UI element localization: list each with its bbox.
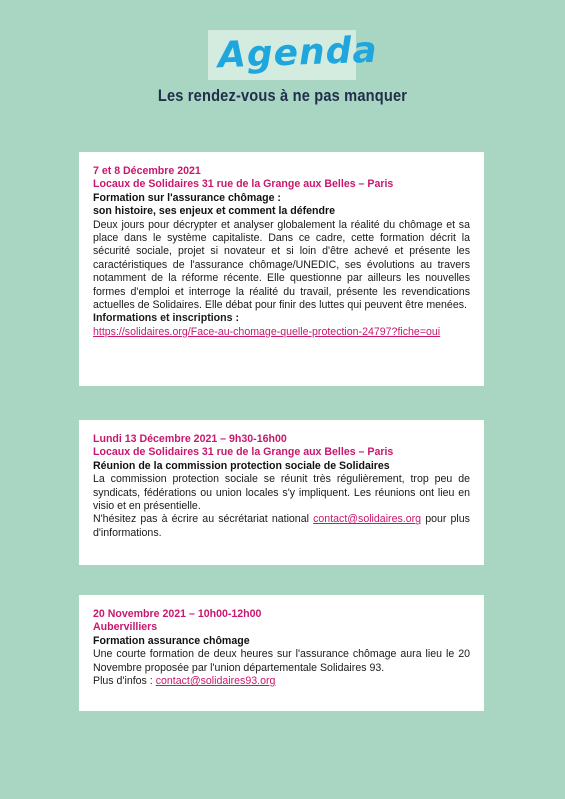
event-contact xyxy=(93,675,470,688)
event-title: Formation sur l'assurance chômage : xyxy=(93,191,281,204)
page-header xyxy=(0,0,565,130)
contact-prefix: N'hésitez pas à écrire au sécrétariat national xyxy=(93,513,309,526)
event-place: Locaux de Solidaires 31 rue de la Grange aux Belles – Paris xyxy=(93,178,394,191)
event-title-line2: son histoire, ses enjeux et comment la défendre xyxy=(93,205,335,218)
contact-prefix: Plus d'infos : xyxy=(93,675,153,688)
event-card-3 xyxy=(79,595,484,711)
event-place: Locaux de Solidaires 31 rue de la Grange aux Belles – Paris xyxy=(93,446,394,459)
contact-email-link[interactable]: contact@solidaires93.org xyxy=(155,675,276,688)
event-card-1 xyxy=(79,152,484,386)
event-date: Lundi 13 Décembre 2021 – 9h30-16h00 xyxy=(93,433,287,445)
event-card-2 xyxy=(79,420,484,565)
agenda-title: Agenda xyxy=(217,29,379,77)
event-description: La commission protection sociale se réunit très régulièrement, trop peu de syndicats, fédérations ou union locales s'y impliquent. Les réunions ont lieu en visio et en présentielle. xyxy=(93,473,470,513)
page-subtitle: Les rendez-vous à ne pas manquer xyxy=(157,86,408,105)
event-description: Une courte formation de deux heures sur l'assurance chômage aura lieu le 20 Novembre proposée par l'union départementale Solidaires 93. xyxy=(93,648,470,674)
event-contact xyxy=(93,513,470,540)
event-date: 20 Novembre 2021 – 10h00-12h00 xyxy=(93,608,262,620)
event-link[interactable]: https://solidaires.org/Face-au-chomage-quelle-protection-24797?fiche=oui xyxy=(93,325,441,338)
event-description: Deux jours pour décrypter et analyser globalement la réalité du chômage et sa place dans le système capitaliste. Dans ce cadre, cette formation décrit la sécurité sociale, projet si novateur et si loin d'être achevé et présente les caractéristiques de l'assurance chômage/UNEDIC, ses évolutions au travers notamment de la réforme récente. Elle questionne par ailleurs les nouvelles formes d'emploi et interroge la réalité du travail, présente les revendications actuelles de Solidaires. Elle débat pour finir des luttes qui peuvent être menées. xyxy=(93,218,470,312)
event-title: Réunion de la commission protection sociale de Solidaires xyxy=(93,459,390,472)
event-info-label: Informations et inscriptions : xyxy=(93,312,239,325)
event-place: Aubervilliers xyxy=(93,621,158,634)
event-title: Formation assurance chômage xyxy=(93,634,250,647)
contact-suffix: pour plus d'informations. xyxy=(93,513,470,539)
event-date: 7 et 8 Décembre 2021 xyxy=(93,165,201,177)
contact-email-link[interactable]: contact@solidaires.org xyxy=(313,513,422,526)
